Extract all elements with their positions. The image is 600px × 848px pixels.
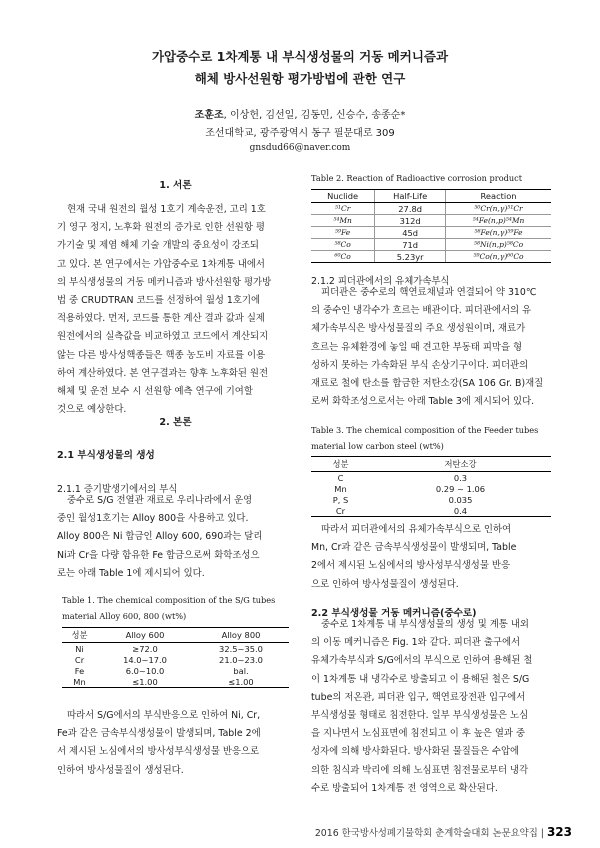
feeder-corrosion-paragraph	[311, 284, 551, 411]
after-table3-paragraph	[311, 521, 551, 594]
section-heading-body: 2. 본론	[159, 417, 192, 428]
table-cell: 0.035	[448, 494, 473, 505]
author-list	[0, 106, 600, 121]
text-line: 중수로 S/G 전열관 재료로 우리나라에서 운영	[67, 495, 253, 506]
table-row	[311, 494, 551, 505]
table-row	[311, 472, 551, 484]
text-line: 의 이동 메커니즘은 Fig. 1와 같다. 피더관 출구에서	[311, 637, 521, 649]
text-line: 서 제시된 노심에서의 방사성부식생성물 반응으로	[57, 746, 260, 758]
text-line: 가기술 및 제염 해체 기술 개발의 중요성이 강조되	[57, 240, 259, 252]
section-heading-intro: 1. 서론	[159, 180, 192, 191]
table-cell: 0.3	[453, 472, 468, 483]
table1-caption-line2: material Alloy 600, 800 (wt%)	[62, 611, 187, 621]
table-header-cell: 성분	[311, 457, 370, 472]
text-line: Fe과 같은 금속부식생성물이 발생되며, Table 2에	[57, 728, 261, 740]
paper-title-line2: 해체 방사선원항 평가방법에 관한 연구	[194, 71, 406, 86]
table-cell: 0.4	[370, 505, 551, 517]
table-cell: ⁵⁸Co	[311, 239, 375, 251]
table-row	[311, 203, 551, 215]
table-row	[62, 676, 289, 688]
table-cell: ⁵⁴Mn	[311, 215, 375, 227]
table1-caption-line1: Table 1. The chemical composition of the S/G tubes	[62, 595, 276, 605]
table3-caption-line1: Table 3. The chemical composition of the Feeder tubes	[311, 425, 539, 435]
text-line: 재료로 철에 탄소를 합금한 저탄소강(SA 106 Gr. B)재질	[311, 378, 544, 390]
text-line: 2에서 제시된 노심에서의 방사성부식생성물 반응	[311, 560, 511, 572]
table2-reactions	[311, 189, 551, 263]
table-row	[311, 227, 551, 239]
table-cell: ⁵⁴Fe(n,p)⁵⁴Mn	[446, 215, 551, 227]
table-cell: ≤1.00	[97, 676, 193, 688]
text-line: 로써 화학조성으로서는 아래 Table 3에 제시되어 있다.	[311, 396, 535, 408]
table-cell: ⁵⁸Fe(n,γ)⁵⁹Fe	[446, 227, 551, 239]
table1-composition	[62, 627, 289, 688]
table-header-cell: Reaction	[446, 190, 551, 203]
table-row	[311, 483, 551, 494]
coauthors: , 이상헌, 김선일, 김동민, 신승수, 송종순*	[223, 110, 406, 121]
text-line: 피더관은 중수로의 핵연료채널과 연결되어 약 310℃	[321, 287, 537, 298]
table-header-cell: Nuclide	[311, 190, 375, 203]
table2-caption: Table 2. Reaction of Radioactive corrosion product	[311, 173, 523, 183]
table-row	[311, 215, 551, 227]
text-line: 의 부식생성물의 거동 메커니즘과 방사선원항 평가방	[57, 276, 272, 288]
text-line: 흐르는 유체환경에 놓일 때 견고한 부동태 피막을 형	[311, 341, 523, 353]
table-cell: ≤1.00	[193, 676, 289, 688]
conference-name: 2016 한국방사성폐기물학회 춘계학술대회 논문요약집	[314, 828, 538, 839]
text-line: Ni과 Cr을 다량 함유한 Fe 합금으로써 화학조성으	[57, 549, 260, 561]
text-line: 체가속부식은 방사성물질의 주요 생성원이며, 재료가	[311, 323, 526, 335]
table-header-cell: 저탄소강	[370, 457, 551, 472]
table-row	[62, 665, 289, 676]
table-cell: 71d	[375, 239, 446, 251]
table-cell: ⁵⁰Cr(n,γ)⁵¹Cr	[446, 203, 551, 215]
text-line: 따라서 S/G에서의 부식반응으로 인하여 Ni, Cr,	[67, 710, 261, 721]
lead-author: 조훈조	[194, 110, 224, 121]
table-header-cell: Half-Life	[375, 190, 446, 203]
text-line: 중수로 1차계통 내 부식생성물의 생성 및 계통 내외	[321, 619, 529, 630]
text-line: 않는 다른 방사성핵종들은 핵종 농도비 자료를 이용	[57, 349, 266, 361]
text-line: 적용하였다. 먼저, 코드를 통한 계산 결과 값과 실제	[57, 313, 265, 325]
subsection-heading-2-2: 2.2 부식생성물 거동 메커니즘(중수로)	[311, 608, 477, 619]
table3-composition	[311, 456, 551, 517]
text-line: 것으로 예상한다.	[57, 404, 127, 416]
affiliation: 조선대학교, 광주광역시 동구 필문대로 309	[205, 128, 395, 139]
text-line: 의 중수인 냉각수가 흐르는 배관이다. 피더관에서의 유	[311, 305, 532, 317]
table-header-row	[311, 457, 551, 472]
table-header-cell: Alloy 600	[97, 628, 193, 643]
table-cell: ⁵⁹Co(n,γ)⁶⁰Co	[446, 251, 551, 263]
table-row	[62, 643, 289, 655]
text-line: 인하여 방사성물질이 생성된다.	[57, 764, 184, 776]
table-cell: Cr	[74, 654, 85, 665]
text-line: Mn, Cr과 같은 금속부식생성물이 발생되며, Table	[311, 542, 517, 554]
text-line: 유체가속부식과 S/G에서의 부식으로 인하여 용해된 철	[311, 655, 533, 667]
table-cell: 45d	[375, 227, 446, 239]
text-line: tube의 저온관, 피더관 입구, 핵연료장전관 입구에서	[311, 691, 526, 703]
text-line: 을 지나면서 노심표면에 침전되고 이 후 높은 열과 중	[311, 728, 526, 740]
table-cell: 312d	[375, 215, 446, 227]
intro-paragraph	[57, 201, 294, 419]
table-header-row	[311, 190, 551, 203]
text-line: 중인 월성1호기는 Alloy 800을 사용하고 있다.	[57, 513, 249, 525]
table-row	[311, 239, 551, 251]
footer-separator: |	[540, 828, 544, 839]
table3-caption-line2: material low carbon steel (wt%)	[311, 441, 444, 451]
author-email: gnsdud66@naver.com	[249, 143, 351, 153]
text-line: 성하지 못하는 가속화된 부식 손상기구이다. 피더관의	[311, 359, 529, 371]
table3-caption	[311, 422, 551, 454]
text-line: 현재 국내 원전의 월성 1호기 계속운전, 고리 1호	[67, 204, 266, 215]
text-line: 원전에서의 실측값을 비교하였고 코드에서 계산되지	[57, 331, 269, 343]
text-line: 따라서 피더관에서의 유체가속부식으로 인하여	[321, 524, 512, 535]
table-cell: Fe	[74, 665, 85, 676]
page-footer	[315, 825, 572, 839]
text-line: 의한 침식과 박리에 의해 노심표면 침전물로부터 냉각	[311, 764, 529, 776]
text-line: 부식생성물 형태로 침전한다. 일부 부식생성물은 노심	[311, 710, 529, 722]
table-cell: ⁶⁰Co	[311, 251, 375, 263]
text-line: 기 영구 정지, 노후화 원전의 증가로 인한 선원항 평	[57, 222, 265, 234]
text-line: 고 있다. 본 연구에서는 가압중수로 1차계통 내에서	[57, 258, 265, 270]
subsection-heading-2-1-1: 2.1.1 증기발생기에서의 부식	[57, 484, 178, 495]
table-cell: ⁵⁹Fe	[311, 227, 375, 239]
table-cell: 32.5~35.0	[219, 643, 263, 654]
table-cell: Mn	[62, 676, 97, 688]
table-header-cell: Alloy 800	[193, 628, 289, 643]
table-cell: 0.29 ~ 1.06	[435, 483, 486, 494]
table-cell: Cr	[311, 505, 370, 517]
text-line: 로는 아래 Table 1에 제시되어 있다.	[57, 567, 205, 579]
table-cell: 14.0~17.0	[123, 654, 167, 665]
table1-caption	[62, 592, 302, 624]
text-line: 법 중 CRUDTRAN 코드를 선정하여 월성 1호기에	[57, 295, 261, 307]
paper-title-line1: 가압중수로 1차계통 내 부식생성물의 거동 메커니즘과	[151, 49, 449, 64]
text-line: 이 1차계통 내 냉각수로 방출되고 이 용해된 철은 S/G	[311, 673, 530, 685]
table-header-cell: 성분	[62, 628, 97, 643]
text-line: 해체 및 운전 보수 시 선원항 예측 연구에 기여할	[57, 386, 253, 398]
table-cell: Mn	[334, 483, 347, 494]
table-cell: C	[337, 472, 344, 483]
table-cell: 6.0~10.0	[125, 665, 165, 676]
table-cell: 27.8d	[375, 203, 446, 215]
text-line: 으로 인하여 방사성물질이 생성된다.	[311, 578, 459, 590]
table-cell: ⁵⁸Ni(n,p)⁵⁸Co	[446, 239, 551, 251]
table-cell: ≥72.0	[132, 643, 158, 654]
text-line: 하여 계산하였다. 본 연구결과는 향후 노후화된 원전	[57, 367, 269, 379]
table-cell: 5.23yr	[375, 251, 446, 263]
mechanism-paragraph	[311, 616, 551, 798]
after-table1-paragraph	[57, 707, 294, 780]
table-row	[311, 505, 551, 517]
text-line: 수로 방출되어 1차계통 전 영역으로 확산된다.	[311, 782, 498, 794]
table-header-row	[62, 628, 289, 643]
table-cell: 21.0~23.0	[219, 654, 263, 665]
sg-corrosion-paragraph	[57, 492, 294, 583]
table-cell: P, S	[332, 494, 349, 505]
table-row	[62, 654, 289, 665]
subsection-heading-2-1: 2.1 부식생성물의 생성	[57, 450, 155, 461]
table-cell: bal.	[233, 665, 249, 676]
page-number: 323	[546, 825, 572, 839]
subsection-heading-2-1-2: 2.1.2 피더관에서의 유체가속부식	[311, 276, 450, 287]
text-line: Alloy 800은 Ni 합금인 Alloy 600, 690과는 달리	[57, 531, 263, 543]
text-line: 성자에 의해 방사화된다. 방사화된 물질들은 수압에	[311, 746, 520, 758]
table-row	[311, 251, 551, 263]
table-cell: Ni	[75, 643, 84, 654]
table-cell: ⁵¹Cr	[311, 203, 375, 215]
